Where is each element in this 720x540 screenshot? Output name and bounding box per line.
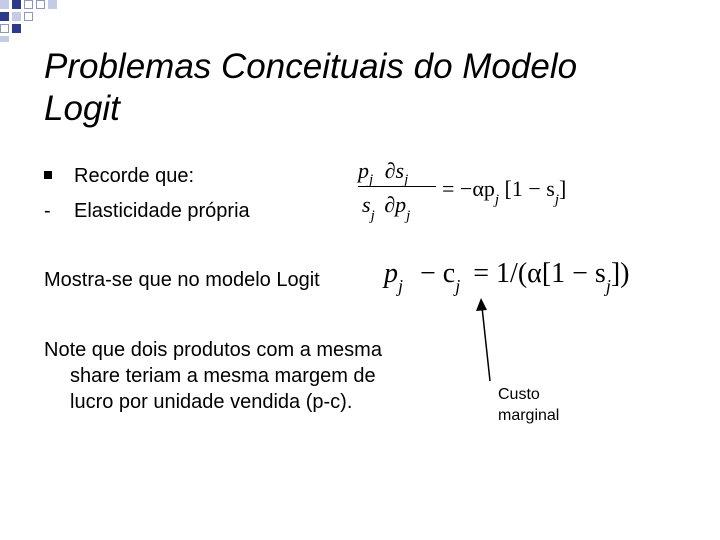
title-line-2: Logit bbox=[44, 89, 120, 128]
elasticity-formula bbox=[358, 158, 598, 228]
corner-square bbox=[0, 12, 9, 21]
corner-square bbox=[36, 0, 45, 9]
bullet-text: Elasticidade própria bbox=[74, 200, 250, 222]
formula-rhs: = $-\alpha p_j$ $[1 - s_j]$ bbox=[442, 176, 567, 208]
corner-square bbox=[0, 0, 9, 9]
dash-bullet: - bbox=[44, 200, 51, 222]
corner-square bbox=[48, 0, 57, 9]
corner-square bbox=[12, 24, 21, 33]
corner-square bbox=[0, 36, 9, 42]
note-line-2: share teriam a mesma margem de bbox=[70, 365, 376, 387]
corner-square bbox=[0, 24, 9, 33]
fraction-bar bbox=[358, 186, 436, 187]
fraction-denominator: $s_j$ $\partial p_j$ bbox=[362, 192, 411, 224]
note-line-3: lucro por unidade vendida (p-c). bbox=[70, 391, 353, 413]
corner-square bbox=[12, 0, 21, 9]
markup-formula: $p_j - c_j = 1/(\alpha[1 - s_j])$ bbox=[384, 258, 630, 296]
corner-decoration bbox=[0, 0, 64, 42]
title-line-1: Problemas Conceituais do Modelo bbox=[44, 47, 578, 86]
slide-title bbox=[44, 46, 684, 130]
fraction-numerator: $p_j$ $\partial s_j$ bbox=[358, 158, 409, 188]
corner-square bbox=[24, 0, 33, 9]
bullet-text: Recorde que: bbox=[74, 165, 195, 187]
note-paragraph bbox=[44, 337, 464, 415]
corner-square bbox=[24, 12, 33, 21]
marginal-cost-label: Custo marginal bbox=[498, 386, 560, 424]
logit-statement: Mostra-se que no modelo Logit bbox=[44, 269, 320, 291]
note-line-1: Note que dois produtos com a mesma bbox=[44, 339, 382, 361]
square-bullet-icon bbox=[44, 170, 64, 179]
arrow-icon bbox=[460, 295, 520, 385]
corner-square bbox=[12, 12, 21, 21]
